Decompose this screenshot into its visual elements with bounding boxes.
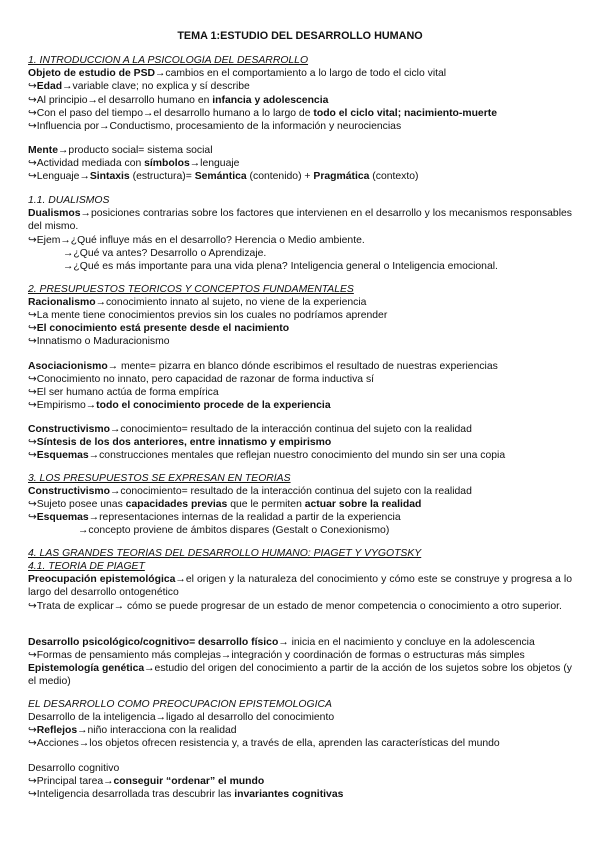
section-1-heading: 1. INTRODUCCIÓN A LA PSICOLOGÍA DEL DESARROLLO <box>28 55 309 66</box>
text-line: →concepto proviene de ámbitos dispares (Gestalt o Conexionismo) <box>78 525 390 536</box>
paragraph: Dualismos→posiciones contrarias sobre los factores que intervienen en el desarrollo y los mecanismos responsables del mismo. <box>28 208 572 232</box>
paragraph: Preocupación epistemológica→el origen y la naturaleza del conocimiento y cómo este se construye y progresa a lo largo del desarrollo ontogenético <box>28 574 572 598</box>
text-line: ↪Influencia por→Conductismo, procesamiento de la información y neurociencias <box>28 121 402 132</box>
text-line: Desarrollo cognitivo <box>28 763 120 774</box>
text-line: ↪Formas de pensamiento más complejas→integración y coordinación de formas o estructuras más simples <box>28 650 525 661</box>
text-line: Objeto de estudio de PSD→cambios en el comportamiento a lo largo de todo el ciclo vital <box>28 68 447 79</box>
text-line: ↪La mente tiene conocimientos previos sin los cuales no podríamos aprender <box>28 310 388 321</box>
text-line: ↪Acciones→los objetos ofrecen resistencia y, a través de ella, aprenden las características del mundo <box>28 738 500 749</box>
text-line: ↪Empirismo→todo el conocimiento procede de la experiencia <box>28 400 331 411</box>
text-line: Asociacionismo→ mente= pizarra en blanco dónde escribimos el resultado de nuestras experiencias <box>28 361 498 372</box>
text-line: ↪Inteligencia desarrollada tras descubrir las invariantes cognitivas <box>28 789 344 800</box>
text-line: ↪El conocimiento está presente desde el nacimiento <box>28 323 290 334</box>
text-line: Constructivismo→conocimiento= resultado de la interacción continua del sujeto con la realidad <box>28 486 472 497</box>
text-line: ↪El ser humano actúa de forma empírica <box>28 387 219 398</box>
text-line: Desarrollo de la inteligencia→ligado al desarrollo del conocimiento <box>28 712 335 723</box>
text-line: →¿Qué va antes? Desarrollo o Aprendizaje. <box>63 248 267 259</box>
text-line: ↪Síntesis de los dos anteriores, entre innatismo y empirismo <box>28 437 332 448</box>
section-3-heading: 3. LOS PRESUPUESTOS SE EXPRESAN EN TEORÍAS <box>28 473 291 484</box>
text-line: ↪Innatismo o Maduracionismo <box>28 336 170 347</box>
text-line: Racionalismo→conocimiento innato al sujeto, no viene de la experiencia <box>28 297 367 308</box>
section-1-1-heading: 1.1. DUALISMOS <box>28 195 110 206</box>
text-line: ↪Principal tarea→conseguir “ordenar” el mundo <box>28 776 265 787</box>
section-4-heading: 4. LAS GRANDES TEORÍAS DEL DESARROLLO HUMANO: PIAGET Y VYGOTSKY <box>28 548 422 559</box>
section-5-heading: EL DESARROLLO COMO PREOCUPACIÓN EPISTEMOLÓGICA <box>28 699 332 710</box>
text-line: ↪Al principio→el desarrollo humano en infancia y adolescencia <box>28 95 329 106</box>
text-line: ↪Reflejos→niño interacciona con la realidad <box>28 725 237 736</box>
text-line: ↪Actividad mediada con símbolos→lenguaje <box>28 158 240 169</box>
text-line: Desarrollo psicológico/cognitivo= desarrollo físico→ inicia en el nacimiento y concluye en la adolescencia <box>28 637 535 648</box>
text-line: ↪Ejem→¿Qué influye más en el desarrollo? Herencia o Medio ambiente. <box>28 235 365 246</box>
text-line: ↪Esquemas→construcciones mentales que reflejan nuestro conocimiento del mundo sin ser una copia <box>28 450 506 461</box>
text-line: ↪Con el paso del tiempo→el desarrollo humano a lo largo de todo el ciclo vital; nacimiento-muerte <box>28 108 497 119</box>
paragraph: Epistemología genética→estudio del origen del conocimiento a partir de la acción de los sujetos sobre los objetos (y el medio) <box>28 663 572 687</box>
text-line: ↪Esquemas→representaciones internas de la realidad a partir de la experiencia <box>28 512 401 523</box>
section-2-heading: 2. PRESUPUESTOS TEÓRICOS Y CONCEPTOS FUNDAMENTALES <box>28 284 354 295</box>
text-line: ↪Sujeto posee unas capacidades previas que le permiten actuar sobre la realidad <box>28 499 422 510</box>
text-line: Mente→producto social= sistema social <box>28 145 213 156</box>
text-line: ↪Lenguaje→Sintaxis (estructura)= Semántica (contenido) + Pragmática (contexto) <box>28 171 419 182</box>
paragraph: ↪Trata de explicar→ cómo se puede progresar de un estado de menor competencia o conocimiento a otro superior. <box>28 601 562 612</box>
text-line: ↪Conocimiento no innato, pero capacidad de razonar de forma inductiva sí <box>28 374 375 385</box>
document-title: TEMA 1:ESTUDIO DEL DESARROLLO HUMANO <box>177 30 423 42</box>
section-4-1-heading: 4.1. TEORÍA DE PIAGET <box>28 561 145 572</box>
text-line: Constructivismo→conocimiento= resultado de la interacción continua del sujeto con la realidad <box>28 424 472 435</box>
text-line: →¿Qué es más importante para una vida plena? Inteligencia general o Inteligencia emocional. <box>63 261 498 272</box>
text-line: ↪Edad→variable clave; no explica y sí describe <box>28 81 250 92</box>
